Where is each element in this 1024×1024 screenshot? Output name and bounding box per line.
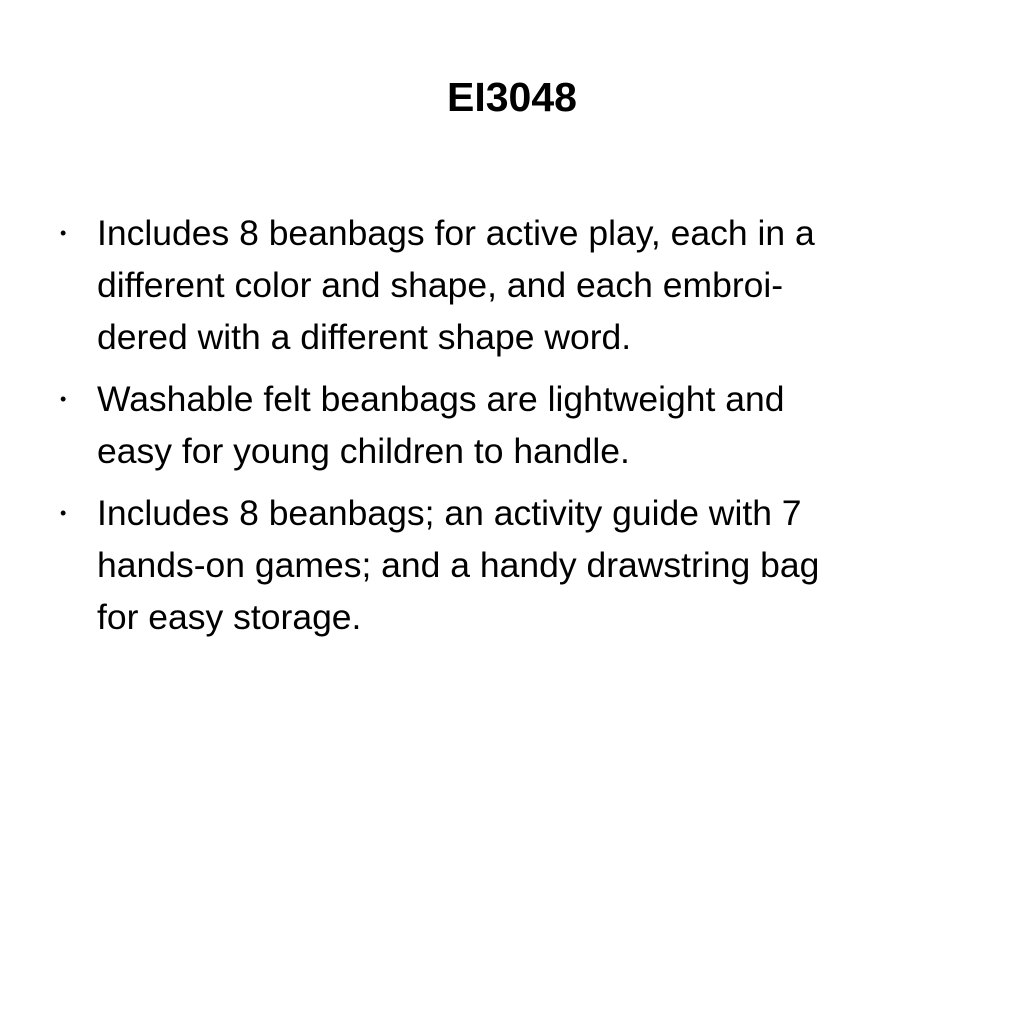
list-item [0,207,1024,363]
list-item-line: different color and shape, and each embroi- [97,265,784,305]
list-item-line: hands-on games; and a handy drawstring bag [97,545,820,585]
feature-list [0,207,1024,653]
bullet-icon: • [60,503,67,523]
list-item [0,373,1024,477]
list-item-line: Includes 8 beanbags; an activity guide with 7 [97,493,802,533]
list-item-line: for easy storage. [97,597,362,637]
list-item [0,487,1024,643]
list-item-line: Includes 8 beanbags for active play, each in a [97,213,815,253]
bullet-icon: • [60,389,67,409]
list-item-line: Washable felt beanbags are lightweight and [97,379,785,419]
bullet-icon: • [60,223,67,243]
product-code-title: EI3048 [447,74,577,120]
list-item-line: dered with a different shape word. [97,317,632,357]
list-item-line: easy for young children to handle. [97,431,630,471]
